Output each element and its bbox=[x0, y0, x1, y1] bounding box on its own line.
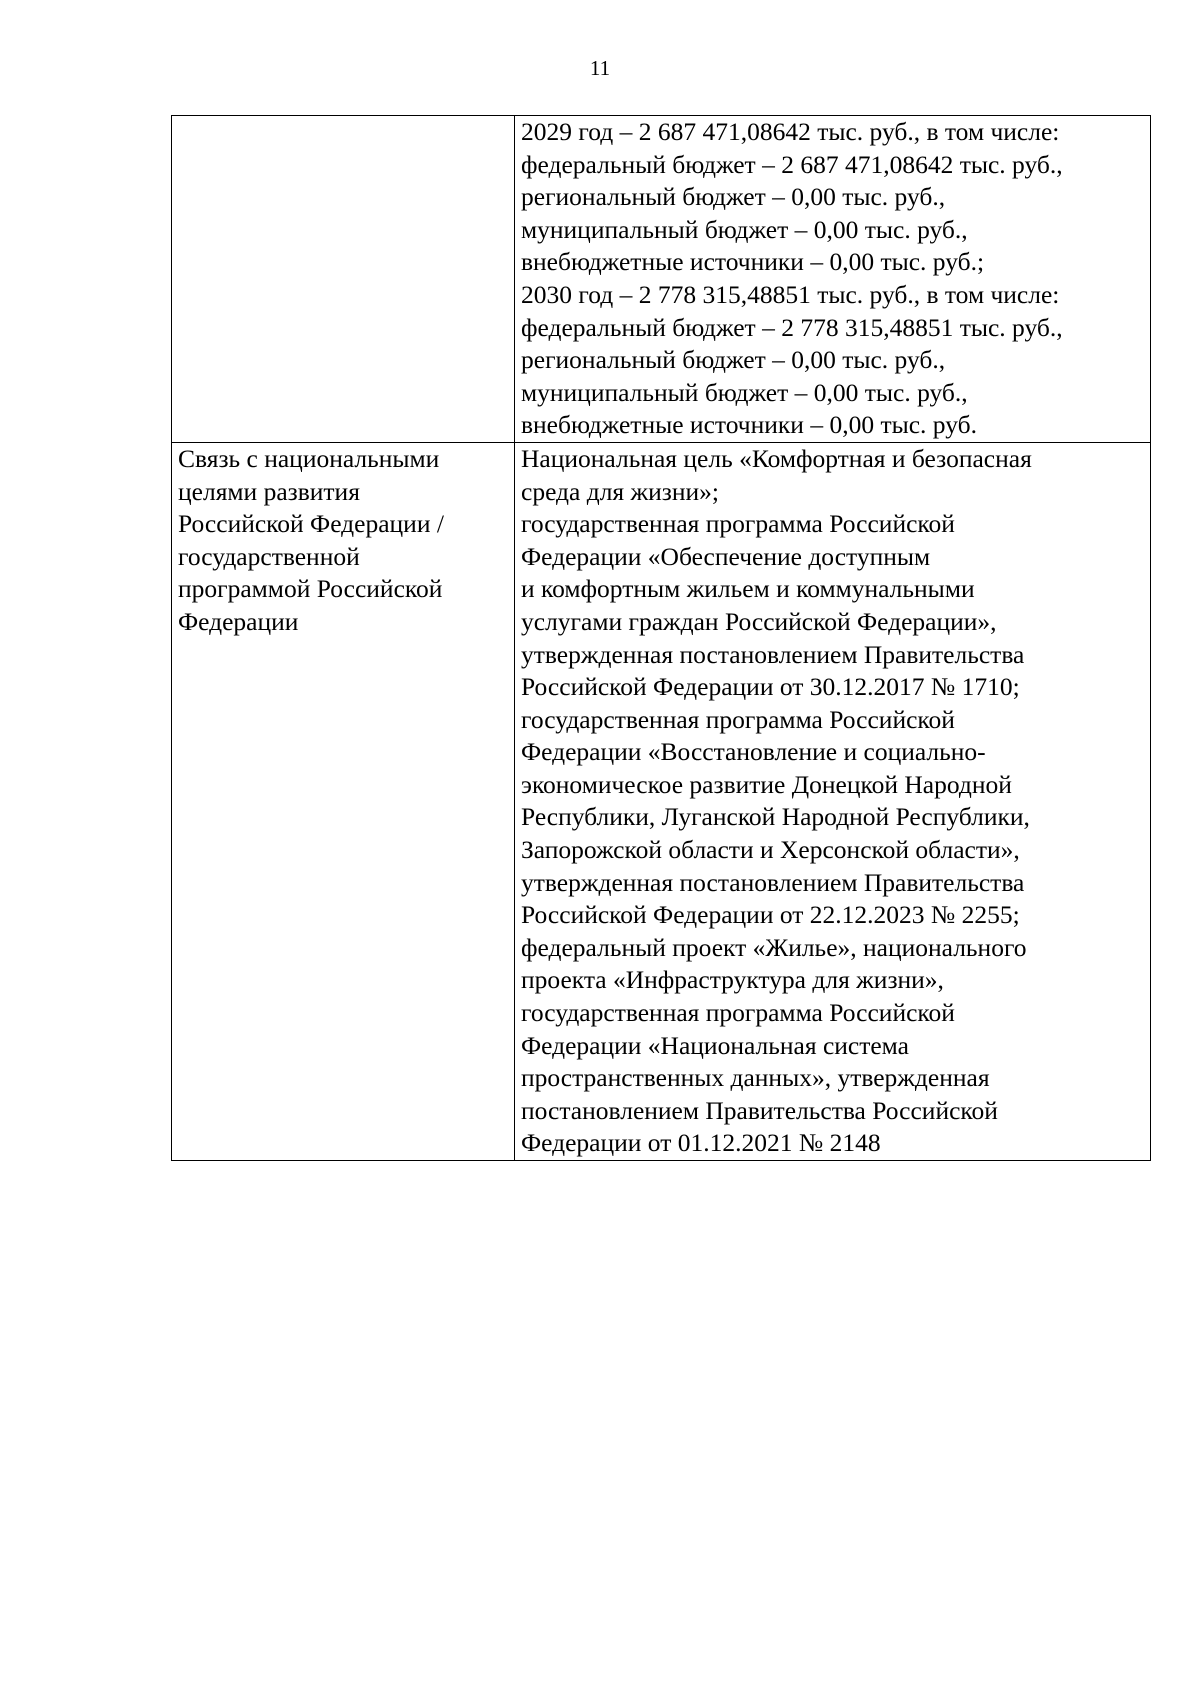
cell-text-line: Федерации от 01.12.2021 № 2148 bbox=[521, 1128, 881, 1158]
cell-text-line: муниципальный бюджет – 0,00 тыс. руб., bbox=[521, 377, 968, 407]
cell-text-line: Федерации «Национальная система bbox=[521, 1030, 909, 1060]
cell-text-line: постановлением Правительства Российской bbox=[521, 1095, 998, 1125]
table-body bbox=[172, 116, 1151, 1161]
cell-text-line: Запорожской области и Херсонской области», bbox=[521, 835, 1020, 865]
cell-text-line: федеральный проект «Жилье», национального bbox=[521, 932, 1027, 962]
cell-text-line: региональный бюджет – 0,00 тыс. руб., bbox=[521, 345, 946, 375]
cell-text-line: Федерации «Восстановление и социально- bbox=[521, 737, 986, 767]
cell-text-line: Федерации «Обеспечение доступным bbox=[521, 541, 931, 571]
cell-text-line: пространственных данных», утвержденная bbox=[521, 1063, 990, 1093]
table-cell-label bbox=[172, 116, 515, 443]
cell-text-line: муниципальный бюджет – 0,00 тыс. руб., bbox=[521, 214, 968, 244]
cell-text-line: Российской Федерации от 22.12.2023 № 2255; bbox=[521, 900, 1020, 930]
passport-table bbox=[171, 115, 1151, 1161]
cell-text-line: программой Российской bbox=[178, 574, 443, 604]
cell-text-line: экономическое развитие Донецкой Народной bbox=[521, 769, 1012, 799]
cell-text-line: 2029 год – 2 687 471,08642 тыс. руб., в том числе: bbox=[521, 117, 1060, 146]
table-cell-label bbox=[172, 442, 515, 1160]
cell-text-line: внебюджетные источники – 0,00 тыс. руб. bbox=[521, 410, 977, 440]
table-cell-value bbox=[515, 116, 1151, 443]
cell-text-line: Российской Федерации от 30.12.2017 № 1710; bbox=[521, 672, 1020, 702]
table-row bbox=[172, 442, 1151, 1160]
cell-text-line: 2030 год – 2 778 315,48851 тыс. руб., в том числе: bbox=[521, 279, 1060, 309]
cell-text-line: целями развития bbox=[178, 476, 360, 506]
cell-text-line: Российской Федерации / bbox=[178, 509, 444, 539]
cell-text-line: федеральный бюджет – 2 687 471,08642 тыс. руб., bbox=[521, 149, 1063, 179]
cell-text-line: Федерации bbox=[178, 606, 299, 636]
cell-text-line: Республики, Луганской Народной Республики, bbox=[521, 802, 1030, 832]
cell-text-line: утвержденная постановлением Правительства bbox=[521, 867, 1025, 897]
table-row bbox=[172, 116, 1151, 443]
cell-text-line: государственная программа Российской bbox=[521, 509, 955, 539]
cell-text-line: региональный бюджет – 0,00 тыс. руб., bbox=[521, 182, 946, 212]
cell-text-line: государственная программа Российской bbox=[521, 704, 955, 734]
cell-text-line: проекта «Инфраструктура для жизни», bbox=[521, 965, 944, 995]
cell-text-line: Национальная цель «Комфортная и безопасная bbox=[521, 443, 1032, 473]
cell-text-line: и комфортным жильем и коммунальными bbox=[521, 574, 975, 604]
page-number: 11 bbox=[589, 56, 611, 80]
cell-text-line: утвержденная постановлением Правительства bbox=[521, 639, 1025, 669]
cell-text-line: услугами граждан Российской Федерации», bbox=[521, 606, 997, 636]
cell-text-line: среда для жизни»; bbox=[521, 476, 719, 506]
cell-text-line: федеральный бюджет – 2 778 315,48851 тыс. руб., bbox=[521, 312, 1063, 342]
cell-text-line: внебюджетные источники – 0,00 тыс. руб.; bbox=[521, 247, 985, 277]
cell-text-line: государственной bbox=[178, 541, 360, 571]
cell-text-line: Связь с национальными bbox=[178, 443, 440, 473]
table-cell-value bbox=[515, 442, 1151, 1160]
cell-text-line: государственная программа Российской bbox=[521, 998, 955, 1028]
